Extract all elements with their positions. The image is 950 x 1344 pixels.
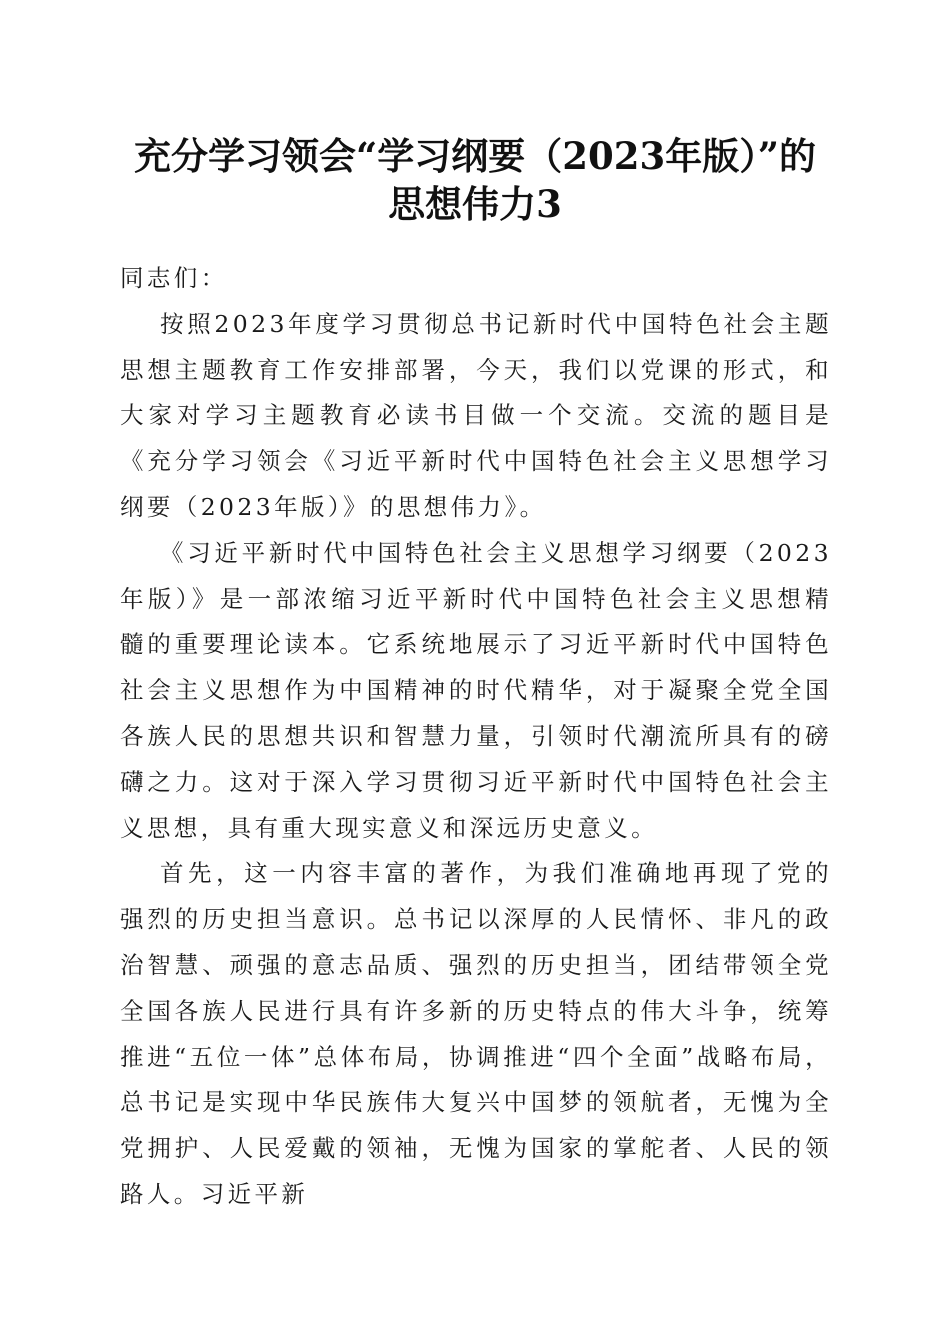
document-body: [120, 256, 832, 1218]
paragraph-1: 按照2023年度学习贯彻总书记新时代中国特色社会主题思想主题教育工作安排部署，今天，我们以党课的形式，和大家对学习主题教育必读书目做一个交流。交流的题目是《充分学习领会《习近平新时代中国特色社会主义思想学习纲要（2023年版）》的思想伟力》。: [120, 309, 832, 521]
paragraph-2: 《习近平新时代中国特色社会主义思想学习纲要（2023年版）》是一部浓缩习近平新时代中国特色社会主义思想精髓的重要理论读本。它系统地展示了习近平新时代中国特色社会主义思想作为中国精神的时代精华，对于凝聚全党全国各族人民的思想共识和智慧力量，引领时代潮流所具有的磅礴之力。这对于深入学习贯彻习近平新时代中国特色社会主义思想，具有重大现实意义和深远历史意义。: [120, 538, 832, 842]
title-line-2: 思想伟力3: [388, 182, 562, 226]
document-title: [100, 132, 850, 228]
title-line-1: 充分学习领会“学习纲要（2023年版）”的: [133, 134, 817, 178]
salutation: 同志们：: [120, 264, 228, 292]
paragraph-3: 首先，这一内容丰富的著作，为我们准确地再现了党的强烈的历史担当意识。总书记以深厚的人民情怀、非凡的政治智慧、顽强的意志品质、强烈的历史担当，团结带领全党全国各族人民进行具有许多新的历史特点的伟大斗争，统筹推进“五位一体”总体布局，协调推进“四个全面”战略布局，总书记是实现中华民族伟大复兴中国梦的领航者，无愧为全党拥护、人民爱戴的领袖，无愧为国家的掌舵者、人民的领路人。习近平新: [120, 859, 832, 1208]
